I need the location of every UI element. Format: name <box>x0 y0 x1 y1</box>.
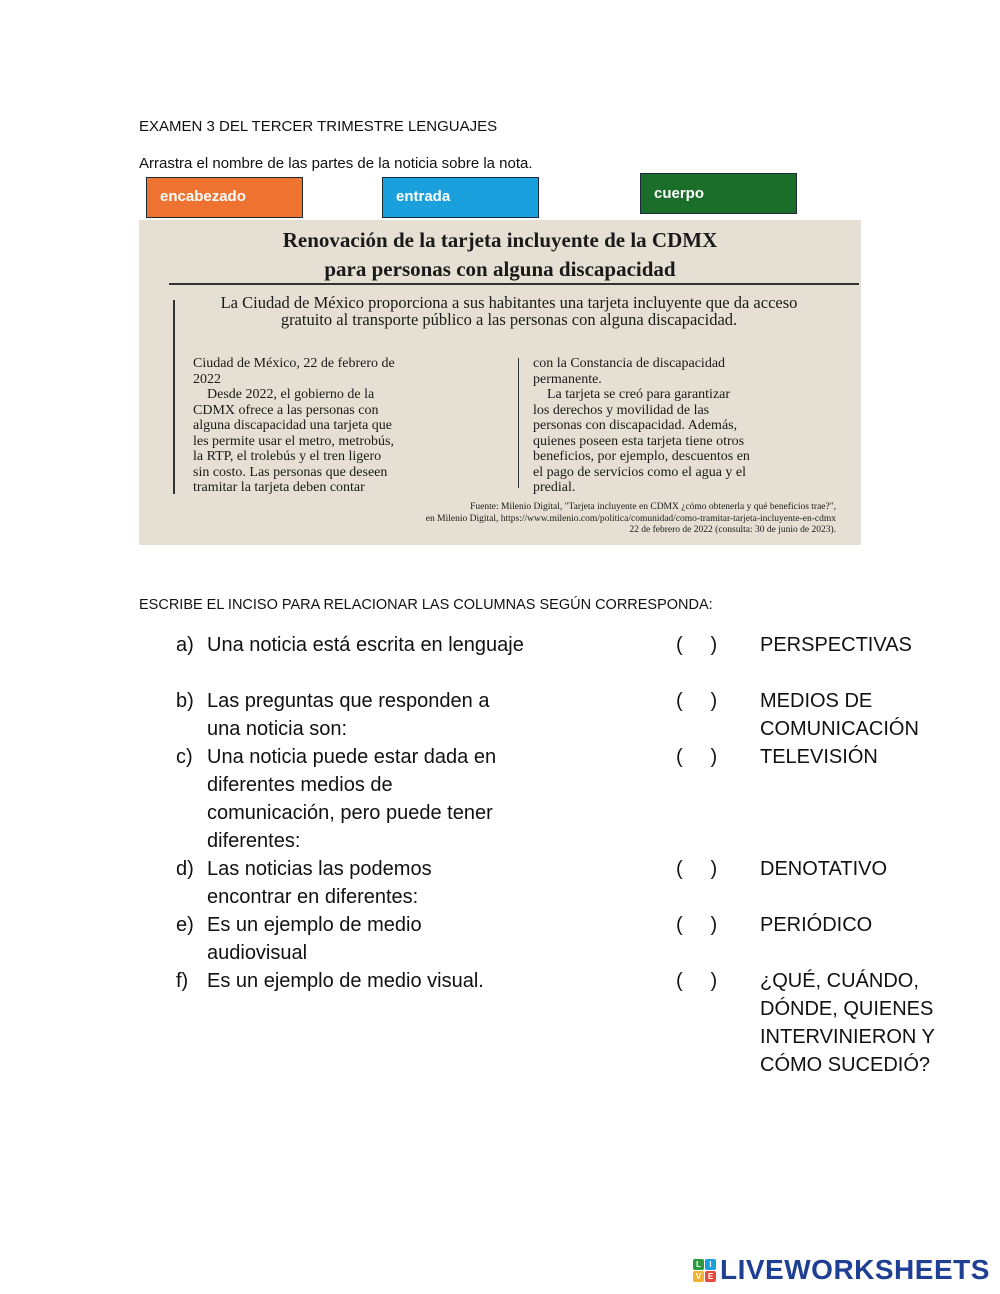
drag-chip-cuerpo[interactable]: cuerpo <box>640 173 797 214</box>
liveworksheets-logo <box>693 1254 990 1286</box>
instruction-text: Arrastra el nombre de las partes de la noticia sobre la nota. <box>139 155 533 172</box>
question-letter-a: a) <box>176 634 194 656</box>
answer-blank-5[interactable]: ( ) <box>676 914 718 936</box>
answer-blank-1[interactable]: ( ) <box>676 634 718 656</box>
drag-chip-entrada[interactable]: entrada <box>382 177 539 218</box>
news-column-divider <box>518 358 519 488</box>
logo-text: LIVEWORKSHEETS <box>720 1254 990 1285</box>
news-body-left: Ciudad de México, 22 de febrero de 2022 Desde 2022, el gobierno de la CDMX ofrece a las personas con alguna discapacidad una tarjeta que les permite usar el metro, metrobús, la RTP, el trolebús y el tren ligero sin costo. Las personas que deseen tramitar la tarjeta deben contar <box>193 356 395 495</box>
news-source-line2: en Milenio Digital, https://www.milenio.com/politica/comunidad/como-tramitar-tarjeta-incluyente-en-cdmx <box>425 513 836 524</box>
question-letter-b: b) <box>176 690 194 712</box>
news-source <box>196 502 836 537</box>
question-e: Es un ejemplo de medio audiovisual <box>207 914 422 964</box>
news-headline-line2: para personas con alguna discapacidad <box>324 257 676 281</box>
logo-mark-icon <box>693 1259 716 1282</box>
news-headline-line1: Renovación de la tarjeta incluyente de la CDMX <box>282 228 718 252</box>
question-letter-d: d) <box>176 858 194 880</box>
answer-blank-4[interactable]: ( ) <box>676 858 718 880</box>
answer-option-3: TELEVISIÓN <box>760 746 878 768</box>
logo-mark-l: L <box>693 1259 704 1270</box>
question-f: Es un ejemplo de medio visual. <box>207 970 484 992</box>
question-letter-c: c) <box>176 746 193 768</box>
news-source-line3: 22 de febrero de 2022 (consulta: 30 de junio de 2023). <box>629 525 836 535</box>
question-letter-f: f) <box>176 970 189 992</box>
logo-mark-v: V <box>693 1271 704 1282</box>
question-c: Una noticia puede estar dada en diferentes medios de comunicación, pero puede tener diferentes: <box>207 746 497 852</box>
page-title: EXAMEN 3 DEL TERCER TRIMESTRE LENGUAJES <box>139 118 498 135</box>
news-lead: La Ciudad de México proporciona a sus habitantes una tarjeta incluyente que da acceso gratuito al transporte público a las personas con alguna discapacidad. <box>220 293 798 329</box>
answer-option-4: DENOTATIVO <box>760 858 888 880</box>
news-rule <box>169 283 859 285</box>
matching-heading: ESCRIBE EL INCISO PARA RELACIONAR LAS COLUMNAS SEGÚN CORRESPONDA: <box>139 597 713 613</box>
news-image <box>139 220 861 545</box>
answer-option-6: ¿QUÉ, CUÁNDO, DÓNDE, QUIENES INTERVINIERON Y CÓMO SUCEDIÓ? <box>760 970 935 1076</box>
answer-blank-6[interactable]: ( ) <box>676 970 718 992</box>
answer-blank-3[interactable]: ( ) <box>676 746 718 768</box>
answer-blank-2[interactable]: ( ) <box>676 690 718 712</box>
logo-mark-i: I <box>705 1259 716 1270</box>
logo-mark-e: E <box>705 1271 716 1282</box>
news-body-right: con la Constancia de discapacidad permanente. La tarjeta se creó para garantizar los derechos y movilidad de las personas con discapacidad. Además, quienes poseen esta tarjeta tiene otros beneficios, por ejemplo, descuentos en el pago de servicios como el agua y el predial. <box>533 356 750 495</box>
question-a: Una noticia está escrita en lenguaje <box>207 634 524 656</box>
answer-option-5: PERIÓDICO <box>760 914 873 936</box>
answer-option-2: MEDIOS DE COMUNICACIÓN <box>760 690 919 740</box>
news-side-bar <box>173 300 175 494</box>
question-letter-e: e) <box>176 914 194 936</box>
question-b: Las preguntas que responden a una noticia son: <box>207 690 490 740</box>
question-d: Las noticias las podemos encontrar en diferentes: <box>207 858 432 908</box>
drag-chip-encabezado[interactable]: encabezado <box>146 177 303 218</box>
answer-option-1: PERSPECTIVAS <box>760 634 912 656</box>
news-headline <box>139 226 861 284</box>
news-source-line1: Fuente: Milenio Digital, "Tarjeta incluyente en CDMX ¿cómo obtenerla y qué beneficios trae?", <box>470 502 836 512</box>
